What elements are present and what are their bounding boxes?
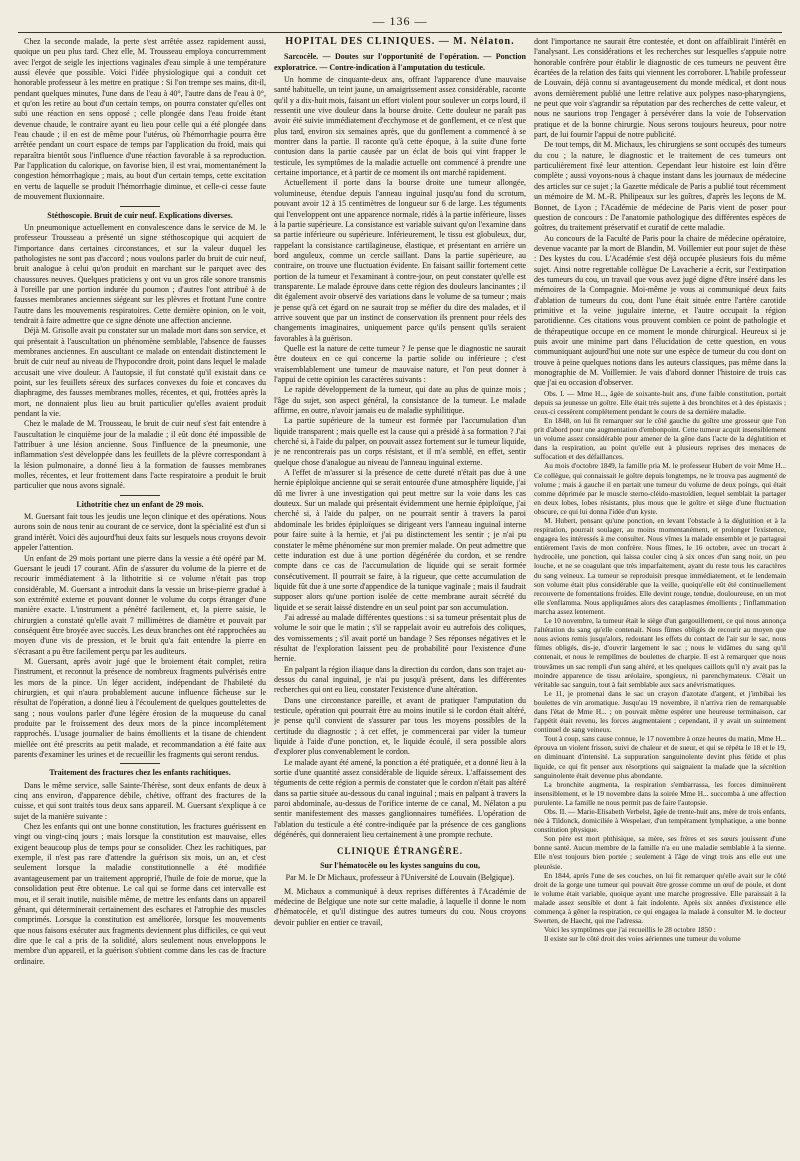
- paragraph: Actuellement il porte dans la bourse droite une tumeur allongée, volumineuse, étendue depuis l'anneau inguinal jusqu'au fond du scrotum, pouvant avoir 12 à 15 centimètres de longueur sur 6 de large. Les téguments qui l'enveloppent ont une apparence normale, ridés à la partie inférieure, lisses à la partie supérieure. La consistance est variable suivant qu'on l'examine dans sa partie inférieure ou supérieure. Inférieurement, le tissu est globuleux, dur, rappelant la consistance cartilagineuse, élastique, et présentant en arrière un bord anguleux, comme un cercle saillant. Dans la partie supérieure, au contraire, on trouve une fluctuation évidente. En faisant saillir fortement cette portion de la tumeur et l'examinant à contre-jour, on peut constater qu'elle est transparente. Le malade éprouve dans cette région des douleurs lancinantes ; il dit également avoir observé des variations dans le volume de sa tumeur ; mais je pense qu'à cet égard on ne saurait trop se méfier du dire des malades, et il arrive souvent que par un instinct de conservation ils prennent pour réels des changements imaginaires, uniquement parce qu'ils pensent qu'ils seraient favorables à la guérison.: [274, 178, 526, 343]
- observation-paragraph: M. Hubert, pensant qu'une ponction, en levant l'obstacle à la déglutition et à la respiration, pourrait soulager, au moins momentanément, et prolonger l'existence, engagea les intéressés à me consulter. Nous vîmes la malade ensemble et je partageai entièrement l'avis de mon confrère. Nous fîmes, le 16 octobre, avec un trocart à hydrocèle, une ponction, qui laissa couler cinq à six onces d'un sang noir, un peu louche, et ne se coagulant que très imparfaitement, ayant du reste tous les caractères du sang veineux. La tumeur se reproduisit presque immédiatement, et le lendemain son volume était plus considérable que la veille, quoiqu'elle eût été continuellement recouverte de fomentations froides. Elle devint rouge, tendue, douloureuse, en un mot elle s'enflamma. Nous appliquâmes alors des cataplasmes émollients ; l'inflammation marcha assez lentement.: [534, 516, 786, 616]
- divider: [120, 206, 160, 207]
- paragraph: M. Guersant, après avoir jugé que le broiement était complet, retira l'instrument, et reconnut la présence de nombreux fragments pulvérisés entre les mors de la pince. Un léger accident, indépendant de l'habileté du chirurgien, et qui n'aura probablement aucune influence fâcheuse sur le résultat de l'opération, a donné lieu à l'écoulement de quelques gouttelettes de sang ; nous voulons parler d'une légère érosion de la muqueuse du canal produite par le froissement des deux mors de la pince incomplétement rapprochés. L'usage journalier de bains émollients et la tisane de chiendent miellée ont été prescrits au petit malade, et recommandation a été faite aux parents d'examiner les urines et de recueillir les fragments qui seront rendus.: [14, 656, 266, 760]
- paragraph: Dans le même service, salle Sainte-Thérèse, sont deux enfants de deux à cinq ans environ, d'apparence débile, chétive, offrant des fractures de la cuisse, et qui sont traités tous deux sans appareil. M. Guersant s'explique à ce sujet de la manière suivante :: [14, 780, 266, 821]
- paragraph: Le rapide développement de la tumeur, qui date au plus de quinze mois ; l'âge du sujet, son aspect général, la consistance de la tumeur. Le malade affirme, en outre, n'avoir jamais eu de maladie syphilitique.: [274, 385, 526, 416]
- divider: [120, 763, 160, 764]
- paragraph: Déjà M. Grisolle avait pu constater sur un malade mort dans son service, et qui présentait à l'auscultation un phénomène semblable, l'absence de fausses membranes anciennes. En auscultant ce malade on entendait distinctement le bruit de cuir neuf au niveau de l'hypocondre droit, point dans lequel le malade accusait une vive douleur. A l'autopsie, il fut constaté qu'il existait dans ce point, sur les feuillets séreux des surfaces convexes du foie et concaves du diaphragme, des fausses membranes molles, récentes, et qui, frottées après la mort, ne donnaient plus lieu au bruit particulier qu'elles avaient produit pendant la vie.: [14, 326, 266, 419]
- column-3: [534, 37, 786, 1161]
- paragraph: Chez les enfants qui ont une bonne constitution, les fractures guérissent en vingt ou vingt-cinq jours ; mais lorsque la constitution est mauvaise, elles exigent beaucoup plus de temps pour se consolider. Chez les rachitiques, par exemple, il n'est pas rare d'attendre la guérison six mois, un an, et c'est seulement lorsque la maladie constitutionnelle a été modifiée avantageusement par un traitement approprié, l'huile de foie de morue, que la consolidation peut être obtenue. Le cal qui se forme dans cet intervalle est mou, et il serait inutile, nuisible même, de mettre les enfants dans un appareil gênant, qui déterminerait certainement des eschares et l'atrophie des muscles comprimés. Lorsque la constitution est améliorée, lorsque les mouvements que nous faisons exécuter aux fragments deviennent plus difficiles, ce qui veut dire que le cal a pris de la solidité, alors seulement nous enveloppons le membre d'un appareil, et la guérison s'obtient comme dans les cas de fracture ordinaire.: [14, 822, 266, 966]
- observation-paragraph: Le 11, je promenai dans le sac un crayon d'azotate d'argent, et j'imbibai les boulettes de vin aromatique. Jusqu'au 19 novembre, il n'arriva rien de remarquable dans l'état de Mme H... ; on pouvait même espérer une heureuse terminaison, car l'appétit était revenu, les forces augmentaient ; cependant, il y avait un suintement continuel de sang veineux.: [534, 688, 786, 735]
- paragraph: Un homme de cinquante-deux ans, offrant l'apparence d'une mauvaise santé habituelle, un teint jaune, un amaigrissement assez considérable, raconte qu'il y a dix-huit mois, faisant un effort violent pour soulever un corps lourd, il ressentit une vive douleur dans la bourse droite. Cette douleur ne paraît pas avoir été suivie immédiatement d'ecchymose et de gonflement, et ce n'est que plus tard, environ six semaines après, que du gonflement a commencé à se montrer dans la partie. Il raconte qu'à cette époque, à la suite d'une forte contusion dans la partie causée par un éclat de bois qui vint frapper le testicule, les symptômes de la maladie actuelle ont commencé à prendre une certaine importance, et à partir de ce moment ils ont marché rapidement.: [274, 75, 526, 178]
- paragraph: De tout temps, dit M. Michaux, les chirurgiens se sont occupés des tumeurs du cou ; la nature, le diagnostic et le traitement de ces tumeurs ont particulièrement fixé leur attention. Cependant leur histoire est loin d'être complète ; aussi voyons-nous à chaque instant dans les journaux de médecine des articles sur ce sujet ; la Gazette médicale de Paris a publié tout récemment un mémoire de M. M.-R. Philipeaux sur les goîtres, d'après les leçons de M. Bonnet, de Lyon ; l'Académie de médecine de Paris vient de poser pour question de concours : De l'anatomie pathologique des différentes espèces de goîtres, du traitement préservatif et curatif de cette maladie.: [534, 140, 786, 233]
- observation-paragraph: En 1844, après l'une de ses couches, on lui fit remarquer qu'elle avait sur le côté droit de la gorge une tumeur qui pouvait être grosse comme un œuf de poule, et dont le volume était variable, quoique ayant une marche progressive. Elle paraissait à la malade assez sensible et dont à fait indolente. Après six années d'existence elle commença à gêner la respiration, ce qui engagea la malade à consulter M. le docteur Swerten, de Haecht, qui me l'adressa.: [534, 870, 786, 926]
- paragraph: Chez la seconde malade, la perte s'est arrêtée assez rapidement aussi, quoique un peu plus tard. Chez elle, M. Trousseau employa concurremment avec l'ergot de seigle les injections vaginales d'eau simple à une température aussi élevée que possible. Voici l'idée physiologique qui a conduit cet honorable professeur à les mettre en pratique : Si l'on trempe ses mains, dit-il, pendant quelques minutes, l'une dans de l'eau à 40°, l'autre dans de l'eau à 0°, et qu'on les retire au bout d'un certain temps, on pourra constater qu'elles ont subi une réaction en sens opposé ; celle plongée dans l'eau froide étant devenue chaude, le contraire ayant eu lieu pour celle qui a été plongée dans l'eau chaude ; il en est de même pour l'utérus, où l'hémorrhagie pourra être arrêtée pendant un court espace de temps par l'application du froid, mais qui reparaîtra bientôt sous l'influence d'une réaction favorable à sa reproduction. Par l'application du calorique, on favorise bien, il est vrai, momentanément la congestion hémorrhagique ; mais, au bout d'un certain temps, cette excitation en vertu de laquelle se produit l'hémorrhagie diminue, et celle-ci cesse faute de mouvement fluxionnaire.: [14, 37, 266, 202]
- section-title: Lithotritie chez un enfant de 29 mois.: [76, 499, 204, 509]
- columns: [14, 37, 786, 1161]
- section-title: Stéthoscopie. Bruit de cuir neuf. Explications diverses.: [47, 210, 233, 220]
- section-title: Traitement des fractures chez les enfants rachitiques.: [49, 768, 231, 778]
- paragraph: Chez le malade de M. Trousseau, le bruit de cuir neuf s'est fait entendre à l'auscultation le cinquième jour de la maladie ; il eût donc été impossible de l'attribuer à une lésion ancienne. Sous l'influence de la pneumonie, une inflammation s'est développée dans les feuillets de la plèvre correspondant à la lésion pulmonaire, a donné lieu à la formation de fausses membranes molles, récentes, et leur frottement dans l'acte respiratoire a produit le bruit particulier que nous avons signalé.: [14, 419, 266, 491]
- paragraph: La partie supérieure de la tumeur est formée par l'accumulation d'un liquide transparent ; mais quelle est la cause qui a présidé à sa formation ? J'ai cherché si, à l'aide du palper, on pouvait assez fortement sur le tumeur liquide, je ne rencontrerais pas un corps résistant, et il m'a semblé, en effet, sentir quelque chose d'analogue au niveau de l'anneau inguinal externe.: [274, 416, 526, 467]
- observation-paragraph: Au mois d'octobre 1849, la famille pria M. le professeur Hubert de voir Mme H... Ce collègue, qui connaissait le goître depuis longtemps, ne le trouva pas augmenté de volume ; mais à gauche il en partait une tumeur du volume de deux poings, qui était comme déprimée par le muscle sterno-cléido-mastoïdien, lequel semblait la partager en deux lobes, lobes résistants, plus mous que le goître et siège d'une fluctuation obscure, ce qui lui donna l'idée d'un kyste.: [534, 461, 786, 516]
- paragraph: M. Michaux a communiqué à deux reprises différentes à l'Académie de médecine de Belgique une note sur cette maladie, à laquelle il donne le nom d'hématocèle, et qu'il distingue des autres tumeurs du cou. Nous croyons devoir publier en entier ce travail,: [274, 886, 526, 927]
- column-1: [14, 37, 266, 1161]
- header-rule: [18, 32, 782, 33]
- paragraph: Un enfant de 29 mois portant une pierre dans la vessie a été opéré par M. Guersant le jeudi 17 courant. Afin de s'assurer du volume de la pierre et de recourir immédiatement à la lithotritie si ce volume n'était pas trop considérable, M. Guersant a introduit dans la vessie un brise-pierre gradué à son extrémité externe et pouvant donner le volume du corps étranger d'une manière exacte. L'instrument a pénétré facilement, et, la pierre saisie, le chirurgien a constaté qu'elle avait 7 millimètres de diamètre et pouvait par conséquent être broyée avec succès. Les deux branches ont été rapprochées au moyen d'une vis de pression, et le bruit qu'a fait entendre la pierre en s'écrasant a pu être facilement perçu par les auditeurs.: [14, 553, 266, 656]
- byline: Par M. le Dr Michaux, professeur à l'Université de Louvain (Belgique).: [285, 873, 515, 883]
- paragraph: A l'effet de m'assurer si la présence de cette dureté n'était pas due à une hernie épiploïque ancienne qui se serait entourée d'une atmosphère liquide, j'ai dû me livrer à une investigation qui peut mettre sur la voie dans les cas douteux. Sur un malade qui présentait évidemment une hernie épiploïque, j'ai cherché si, à l'aide du palper, on ne pourrait sentir à travers la paroi abdominale les brides épiploïques se dirigeant vers l'anneau inguinal interne pour faire suite à la hernie, et j'ai pu distinctement les sentir ; je n'ai pu constater le même phénomène sur mon premier malade. On peut admettre que cette induration est due à une portion dégénérée du cordon, et se rendre compte dans ce cas de l'accumulation de liquide qui se serait formée consécutivement. Il pourrait se faire, à la rigueur, que cette accumulation de liquide fût due à une sorte d'appendice de la tunique vaginale ; mais il faudrait supposer alors qu'une portion isolée de cette membrane aurait sécrété du liquide et se serait laissé distendre en un seul point par son accumulation.: [274, 468, 526, 612]
- paragraph: Le malade ayant été amené, la ponction a été pratiquée, et a donné lieu à la sortie d'une quantité assez considérable de liquide séreux. L'affaissement des téguments de cette région a permis de constater que le cordon n'était pas altéré dans sa partie située au-dessous du canal inguinal ; mais en palpant à travers la paroi abdominale, au-dessus de l'orifice interne de ce canal, M. Nélaton a pu sentir manifestement des masses ganglionnaires tuméfiées. L'opération de l'ablation du testicule a été contre-indiquée par la présence de ces ganglions dégénérés, qui donneraient lieu certainement à une prompte rechute.: [274, 757, 526, 840]
- section-title: Sarcocèle. — Doutes sur l'opportunité de l'opération. — Ponction exploratrice. — Contre-indication à l'amputation du testicule.: [274, 52, 526, 72]
- paragraph: Dans une circonstance pareille, et avant de pratiquer l'amputation du testicule, opération qui pourrait être au moins inutile si le cordon était altéré, je pense qu'il convient de s'assurer par tous les moyens possibles de la certitude du diagnostic ; à cet effet, je commencerai par vider la tumeur liquide à l'aide d'une ponction, et, le liquide écoulé, il sera possible alors d'explorer plus convenablement le cordon.: [274, 695, 526, 757]
- observation-paragraph: Obs. I. — Mme H..., âgée de soixante-huit ans, d'une faible constitution, portait depuis sa jeunesse un goître. Elle était très sujette à des bronchites et à des épistaxis ; ceux-ci cessèrent complétement pendant le cours de sa dernière maladie.: [534, 388, 786, 416]
- column-2: [274, 37, 526, 1161]
- paragraph: J'ai adressé au malade différentes questions : si sa tumeur présentait plus de volume le soir que le matin ; s'il se rappelait avoir eu autrefois des coliques, des vomissements ; s'il avait porté un bandage ? Ses réponses négatives et le résultat de l'exploration laissent peu de probabilité pour l'existence d'une hernie.: [274, 612, 526, 664]
- observation-paragraph: Voici les symptômes que j'ai recueillis le 28 octobre 1850 :: [544, 925, 716, 935]
- paragraph: Quelle est la nature de cette tumeur ? Je pense que le diagnostic ne saurait être douteux en ce qui concerne la partie solide ou inférieure ; c'est vraisemblablement une tumeur de mauvaise nature, et l'on peut donner à l'appui de cette opinion les caractères suivants :: [274, 343, 526, 384]
- observation-paragraph: Il existe sur le côté droit des voies aériennes une tumeur du volume: [544, 934, 741, 944]
- observation-paragraph: Obs. II. — Marie-Elisabeth Verbelst, âgée de trente-huit ans, mère de trois enfants, née à Tildonck, domiciliée à Wespelaer, d'un tempérament lymphatique, a une bonne constitution physique.: [534, 807, 786, 835]
- paragraph: dont l'importance ne saurait être contestée, et dont on affaiblirait l'intérêt en l'analysant. Les considérations et les recherches sur lesquelles s'appuie notre honorable confrère pour établir le diagnostic de ces tumeurs ne peuvent être écartées de la relation des faits qui viennent les corroborer. L'habile professeur de Louvain, déjà connu si avantageusement du monde médical, et dont nous avons dernièrement publié une lettre relative aux polypes naso-pharyngiens, ne peut que voir s'agrandir sa réputation par des recherches de cette valeur, et nous ne saurions trop l'engager à persévérer dans la voie de l'observation pratique et de la bonne chirurgie. Nous serons toujours heureux, pour notre part, de lui fournir l'appui de notre publicité.: [534, 37, 786, 140]
- column-heading: CLINIQUE ÉTRANGÈRE.: [336, 846, 464, 857]
- observation-paragraph: Le 10 novembre, la tumeur était le siège d'un gargouillement, ce qui nous annonça l'altération du sang qu'elle contenait. Nous fûmes obligés de recourir au moyen que nous avions remis jusqu'alors, redoutant les effets du contact de l'air sur le sac, nous fûmes obligés, dis-je, d'ouvrir largement le sac ; nous le vidâmes du sang qu'il contenait, et nous le remplîmes de boulettes de charpie. Il est à remarquer que nous trouvâmes un sac rempli d'un sang altéré, et les quelques caillots qu'il n'y avait pas la moindre apparence de tissu aréolaire, spongieux, ni parenchymateux. C'était un véritable sac sanguin, tout à fait semblable aux sacs anévrismatiques.: [534, 616, 786, 689]
- paragraph: Au concours de la Faculté de Paris pour la chaire de médecine opératoire, devenue vacante par la mort de Blandin, M. Voillemier eut pour sujet de thèse : Des kystes du cou. L'Académie s'est déjà occupée plusieurs fois du même sujet. Ainsi notre regrettable collègue De Lavacherie a écrit, sur l'extirpation des tumeurs du cou, un travail que vous avez jugé digne d'être inséré dans les mémoires de la Compagnie. Moi-même je vous ai communiqué deux faits d'ablation de tumeurs du cou, dont l'une était située entre l'artère carotide primitive et la veine jugulaire interne, et l'autre occupait la région parotidienne. Ces citations vous prouvent combien ce point de pathologie et de thérapeutique occupe en ce moment le monde chirurgical. Heureux si je puis avoir une minime part dans l'élucidation de cette question, en vous communiquant aujourd'hui une note sur une espèce de tumeur du cou dont on trouve à peine quelques notions dans les auteurs classiques, pas même dans la monographie de M. Voillemier. Je vais d'abord donner l'histoire de trois cas que j'ai eu occasion d'observer.: [534, 233, 786, 388]
- section-title: Sur l'hématocèle ou les kystes sanguins du cou,: [320, 860, 480, 870]
- column-heading: HOPITAL DES CLINIQUES. — M. Nélaton.: [285, 37, 515, 47]
- paragraph: En palpant la région iliaque dans la direction du cordon, dans son trajet au-dessus du canal inguinal, je n'ai pu jusqu'à présent, dans les différentes recherches qui ont eu lieu, constater l'existence d'une altération.: [274, 664, 526, 695]
- observation-paragraph: Son père est mort phthisique, sa mère, ses frères et ses sœurs jouissent d'une bonne santé. Aucun membre de la famille n'a eu une maladie semblable à la sienne. Elle n'est toujours bien portée ; seulement à l'âge de vingt trois ans elle eut une pleurésie.: [534, 834, 786, 871]
- observation-paragraph: La bronchite augmenta, la respiration s'embarrassa, les forces diminuèrent insensiblement, et le 19 novembre dans la soirée Mme H... succomba à une affection purulente. La famille ne nous permit pas de faire l'autopsie.: [534, 779, 786, 807]
- page-number: — 136 —: [372, 14, 428, 28]
- paragraph: Un pneumonique actuellement en convalescence dans le service de M. le professeur Trousseau a présenté un signe stéthoscopique qui acquiert de l'importance dans certaines circonstances, et sur la valeur duquel les pathologistes ne sont pas d'accord ; nous voulons parler du bruit de cuir neuf, bruit analogue à celui qu'on produit en marchant sur le parquet avec des chaussures neuves. Quelques praticiens y ont vu un gros râle sonore transmis à l'oreille par une portion indurée du poumon ; d'autres l'ont attribué à de fausses membranes anciennes siégeant sur les plèvres et frottant l'une contre l'autre dans les mouvements respiratoires. Cette dernière opinion, on le voit, tendrait à faire admettre que ce signe dénote une affection ancienne.: [14, 222, 266, 325]
- observation-paragraph: Tout à coup, sans cause connue, le 17 novembre à onze heures du matin, Mme H... éprouva un violent frisson, suivi de chaleur et de sueur, et qui se répéta le 18 et le 19, en diminuant d'intensité. La suppuration sanguinolente devint plus fétide et plus liquide, ce qui fit penser aux résorptions qui saignaient la malade que la sécrétion sanguinolente était devenue plus abondante.: [534, 734, 786, 780]
- divider: [120, 495, 160, 496]
- paragraph: M. Guersant fait tous les jeudis une leçon clinique et des opérations. Nous aurons soin de nous tenir au courant de ce service, dont la spécialité est d'un si grand intérêt. Voici dès aujourd'hui deux faits sur lesquels nous croyons devoir appeler l'attention.: [14, 512, 266, 553]
- observation-paragraph: En 1848, on lui fit remarquer sur le côté gauche du goître une grosseur que l'on prit d'abord pour une augmentation d'embonpoint. Cette tumeur acquit insensiblement un volume assez considérable pour amener de la gêne dans l'acte de la déglutition et dans la respiration, au point qu'elle eut à plusieurs reprises des menaces de suffocation et des défaillances.: [534, 415, 786, 462]
